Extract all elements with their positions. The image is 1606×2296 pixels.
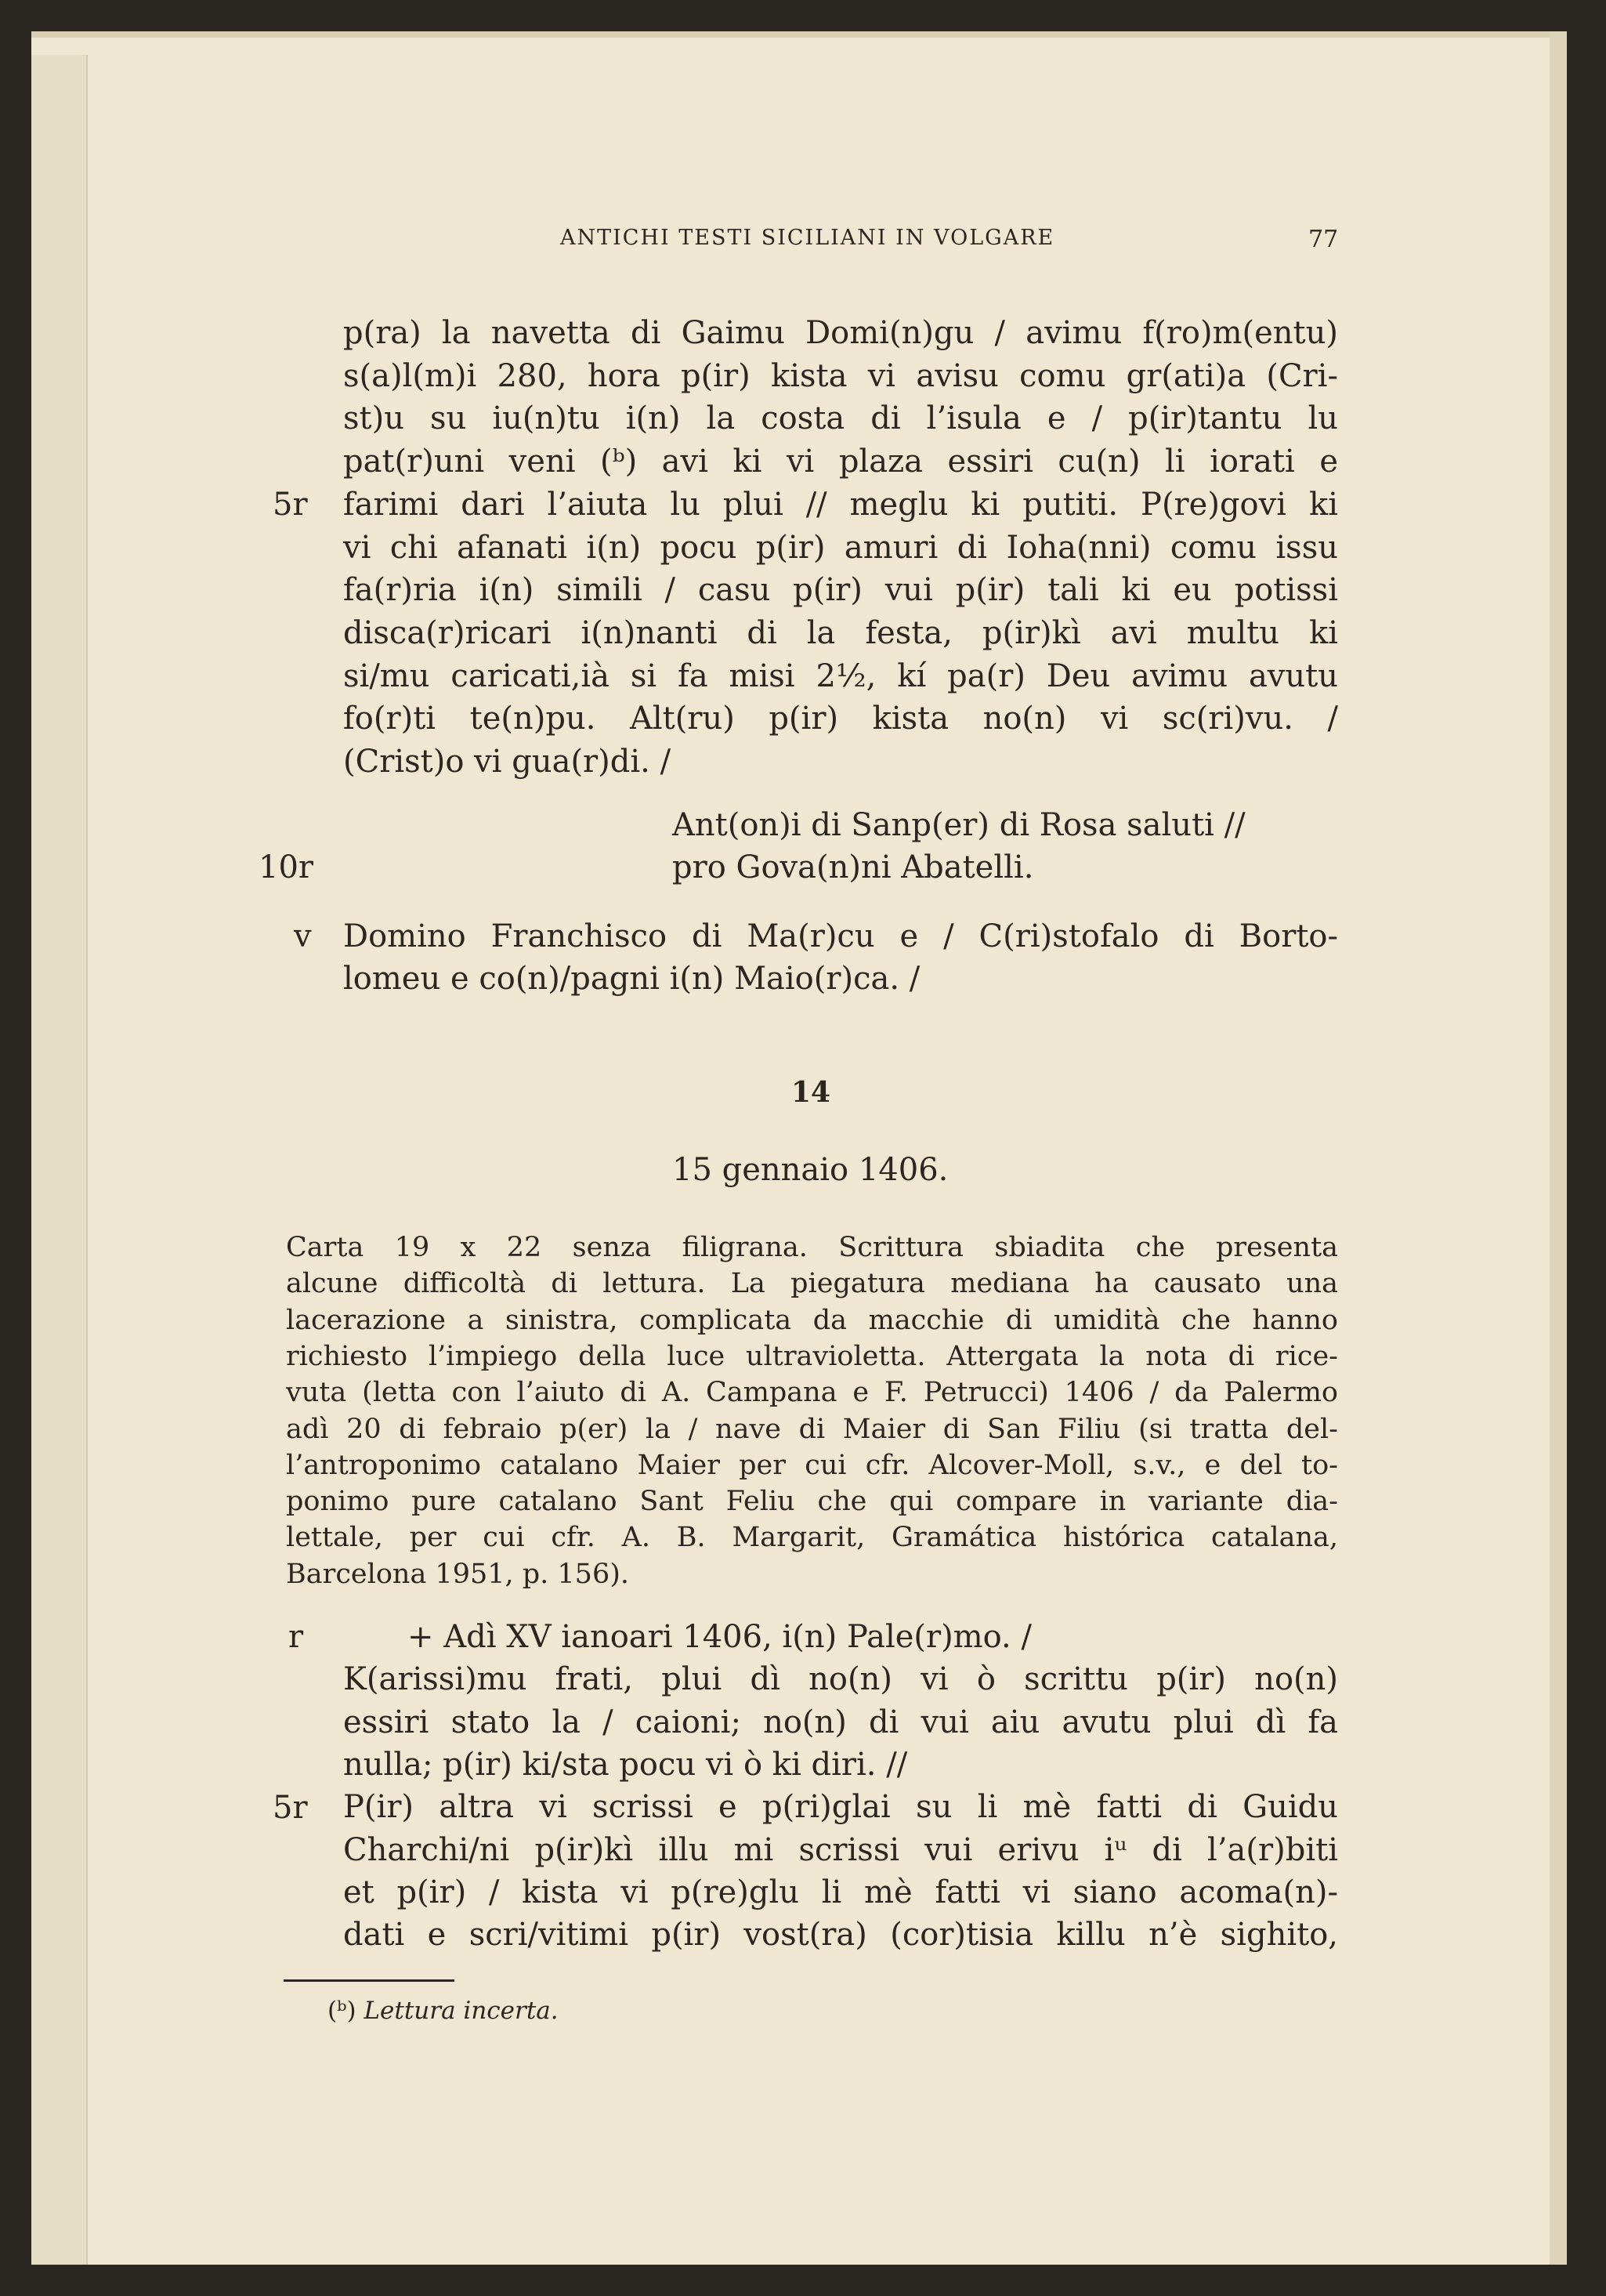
page-gutter: [31, 55, 88, 2265]
text-line: fo(r)ti te(n)pu. Alt(ru) p(ir) kista no(n) vi sc(ri)vu. /: [343, 701, 1338, 737]
text-line: essiri stato la / caioni; no(n) di vui aiu avutu plui dì fa: [343, 1704, 1338, 1740]
footnote-marker: (ᵇ): [327, 1997, 356, 2025]
description-line: adì 20 di febraio p(er) la / nave di Maier di San Filiu (si tratta del-: [286, 1413, 1338, 1445]
text-line: vi chi afanati i(n) pocu p(ir) amuri di Ioha(nni) comu issu: [343, 529, 1338, 566]
document-date: 15 gennaio 1406.: [672, 1152, 949, 1188]
description-line: richiesto l’impiego della luce ultravioletta. Attergata la nota di rice-: [286, 1340, 1338, 1372]
footnote-rule: [284, 1979, 454, 1982]
page-edge-right: [1550, 31, 1567, 2265]
margin-line-number: 5r: [273, 1790, 308, 1826]
text-line: Charchi/ni p(ir)kì illu mi scrissi vui erivu iᵘ di l’a(r)biti: [343, 1831, 1338, 1868]
text-line: (Crist)o vi gua(r)di. /: [343, 744, 671, 780]
text-line: s(a)l(m)i 280, hora p(ir) kista vi avisu comu gr(ati)a (Cri-: [343, 357, 1338, 394]
address-line: pro Gova(n)ni Abatelli.: [672, 849, 1034, 885]
text-line: si/mu caricati,ià si fa misi 2½, kí pa(r) Deu avimu avutu: [343, 657, 1338, 694]
description-line: vuta (letta con l’aiuto di A. Campana e F. Petrucci) 1406 / da Palermo: [286, 1377, 1338, 1409]
text-line: + Adì XV ianoari 1406, i(n) Pale(r)mo. /: [407, 1619, 1032, 1655]
running-head: ANTICHI TESTI SICILIANI IN VOLGARE: [560, 226, 1055, 250]
text-line: p(ra) la navetta di Gaimu Domi(n)gu / avimu f(ro)m(entu): [343, 315, 1338, 351]
description-line: l’antroponimo catalano Maier per cui cfr. Alcover-Moll, s.v., e del to-: [286, 1449, 1338, 1481]
description-line: Carta 19 x 22 senza filigrana. Scrittura sbiadita che presenta: [286, 1232, 1338, 1263]
page-number: 77: [1308, 226, 1339, 253]
text-line: P(ir) altra vi scrissi e p(ri)glai su li mè fatti di Guidu: [343, 1789, 1338, 1826]
footnote-text: Lettura incerta.: [364, 1997, 559, 2025]
text-line: fa(r)ria i(n) simili / casu p(ir) vui p(ir) tali ki eu potissi: [343, 572, 1338, 609]
margin-line-number: 10r: [259, 849, 314, 885]
margin-line-number: 5r: [273, 487, 308, 523]
text-line: st)u su iu(n)tu i(n) la costa di l’isula e / p(ir)tantu lu: [343, 400, 1338, 437]
text-line: disca(r)ricari i(n)nanti di la festa, p(ir)kì avi multu ki: [343, 614, 1338, 651]
description-line: ponimo pure catalano Sant Feliu che qui compare in variante dia-: [286, 1486, 1338, 1518]
text-line: dati e scri/vitimi p(ir) vost(ra) (cor)tisia killu n’è sighito,: [343, 1917, 1338, 1954]
description-line: Barcelona 1951, p. 156).: [286, 1558, 629, 1590]
document-number: 14: [791, 1076, 831, 1109]
text-line: K(arissi)mu frati, plui dì no(n) vi ò scrittu p(ir) no(n): [343, 1661, 1338, 1698]
text-line: farimi dari l’aiuta lu plui // meglu ki putiti. P(re)govi ki: [343, 486, 1338, 523]
address-line: Ant(on)i di Sanp(er) di Rosa saluti //: [672, 807, 1246, 843]
text-line: et p(ir) / kista vi p(re)glu li mè fatti vi siano acoma(n)-: [343, 1874, 1338, 1910]
margin-line-number: v: [294, 918, 312, 954]
verso-line: Domino Franchisco di Ma(r)cu e / C(ri)stofalo di Borto-: [343, 918, 1338, 954]
description-line: lacerazione a sinistra, complicata da macchie di umidità che hanno: [286, 1304, 1338, 1336]
page-edge-top: [31, 31, 1567, 38]
footnote: [327, 1997, 559, 2025]
description-line: lettale, per cui cfr. A. B. Margarit, Gramática histórica catalana,: [286, 1522, 1338, 1554]
margin-line-number: r: [288, 1619, 304, 1655]
description-line: alcune difficoltà di lettura. La piegatura mediana ha causato una: [286, 1268, 1338, 1300]
verso-line: lomeu e co(n)/pagni i(n) Maio(r)ca. /: [343, 961, 921, 997]
page: [31, 31, 1567, 2265]
text-line: pat(r)uni veni (ᵇ) avi ki vi plaza essiri cu(n) li iorati e: [343, 444, 1338, 480]
text-line: nulla; p(ir) ki/sta pocu vi ò ki diri. //: [343, 1746, 908, 1783]
